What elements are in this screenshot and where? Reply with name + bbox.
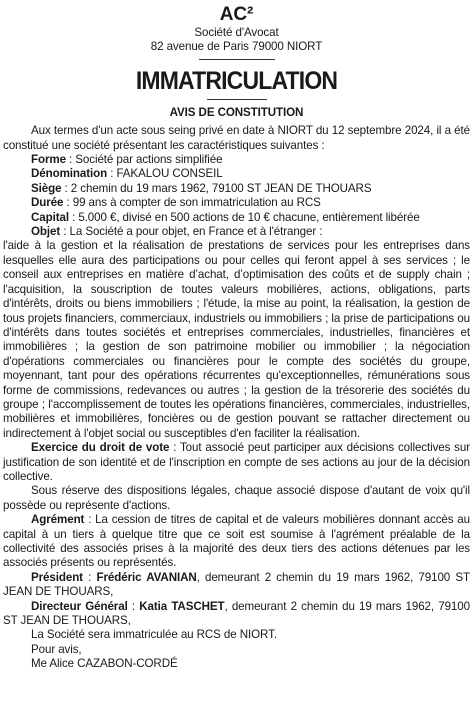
firm-header <box>3 4 470 60</box>
field-label: Siège <box>31 181 62 195</box>
directeur-value: , demeurant 2 chemin du 19 mars 1962, 79100 ST JEAN DE THOUARS, <box>3 599 470 628</box>
agrement-value: : La cession de titres de capital et de valeurs mobilières donnant accès au capital à un tiers à quelque titre que ce soit est soumise à l'agrément préalable de la collectivité des associés prises à la majorité des deux tiers des actions détenues par les associés présents ou représentés. <box>3 513 470 570</box>
notice-subheadline: AVIS DE CONSTITUTION <box>169 105 304 119</box>
agrement-label: Agrément <box>31 513 85 527</box>
vote-paragraph <box>3 441 470 484</box>
directeur-paragraph <box>3 600 470 629</box>
president-label: Président <box>31 570 83 584</box>
reserve-paragraph: Sous réserve des dispositions légales, chaque associé dispose d'autant de voix qu'il possède ou représente d'actions. <box>3 484 470 512</box>
firm-type: Société d'Avocat <box>194 26 279 39</box>
signature: Me Alice CAZABON-CORDÉ <box>31 657 178 671</box>
vote-value: : Tout associé peut participer aux décisions collectives sur justification de son identité et de l'inscription en compte de ses actions au jour de la décision collective. <box>3 441 470 483</box>
field-label: Durée <box>31 196 64 210</box>
field-value: : Société par actions simplifiée <box>65 153 223 167</box>
field-capital <box>3 211 470 225</box>
president-value: , demeurant 2 chemin du 19 mars 1962, 79100 ST JEAN DE THOUARS, <box>3 570 470 599</box>
field-label: Objet <box>31 225 61 239</box>
field-value: : 2 chemin du 19 mars 1962, 79100 ST JEAN DE THOUARS <box>61 181 372 195</box>
vote-label: Exercice du droit de vote <box>31 441 170 455</box>
president-paragraph <box>3 571 470 600</box>
firm-name: AC² <box>219 4 254 25</box>
pour-avis: Pour avis, <box>31 642 82 656</box>
directeur-label: Directeur Général <box>31 599 128 613</box>
field-label: Forme <box>31 153 66 167</box>
notice-body <box>3 124 470 671</box>
field-value: : 99 ans à compter de son immatriculation au RCS <box>63 196 321 210</box>
firm-address: 82 avenue de Paris 79000 NIORT <box>150 40 323 54</box>
directeur-name: Katia TASCHET <box>139 599 225 613</box>
field-siege <box>3 182 470 196</box>
field-forme <box>3 153 470 167</box>
directeur-sep: : <box>127 599 140 613</box>
notice-headline: IMMATRICULATION <box>135 66 338 95</box>
field-value: : 5.000 €, divisé en 500 actions de 10 € chacune, entièrement libérée <box>68 210 420 224</box>
header-divider <box>199 59 275 60</box>
headline-divider <box>207 99 267 100</box>
field-label: Dénomination <box>31 167 108 181</box>
field-value: : FAKALOU CONSEIL <box>107 167 223 181</box>
field-denomination <box>3 167 470 181</box>
intro-paragraph: Aux termes d'un acte sous seing privé en date à NIORT du 12 septembre 2024, il a été constitué une société présentant les caractéristiques suivantes : <box>3 124 470 152</box>
field-value: : La Société a pour objet, en France et à l'étranger : <box>60 225 323 239</box>
field-objet <box>3 225 470 239</box>
president-sep: : <box>82 570 97 584</box>
field-duree <box>3 196 470 210</box>
objet-paragraph: l'aide à la gestion et la réalisation de prestations de services pour les entreprises dans lesquelles elle aura des participations ou pour celles qui feront appel à ses services ; le conseil aux entreprises en matière d’achat, d’optimisation des coûts et de supply chain ; l'acquisition, la souscription de toutes valeurs mobilières, actions, obligations, parts d'intérêts, droits ou biens immobiliers ; l'étude, la mise au point, la réalisation, la gestion de tous projets financiers, commerciaux, industriels ou immobiliers ; la prise de participations ou d'intérêts dans toutes sociétés et entreprises commerciales, industrielles, financières et immobilières ; la gestion de son patrimoine mobilier ou immobilier ; la négociation d'opérations commerciales ou financières pour le compte des sociétés du groupe, moyennant, tant pour des opérations récurrentes qu'exceptionnelles, rémunérations sous forme de commissions, redevances ou autres ; la gestion de la trésorerie des sociétés du groupe ; l'accomplissement de toutes les opérations financières, commerciales, industrielles, mobilières et immobilières, foncières ou de gestion pouvant se rattacher directement ou indirectement à l'objet social ou susceptibles d'en faciliter la réalisation. <box>3 239 470 440</box>
field-label: Capital <box>31 210 69 224</box>
agrement-paragraph <box>3 513 470 571</box>
closing-line: La Société sera immatriculée au RCS de NIORT. <box>31 628 277 642</box>
president-name: Frédéric AVANIAN <box>96 570 197 584</box>
